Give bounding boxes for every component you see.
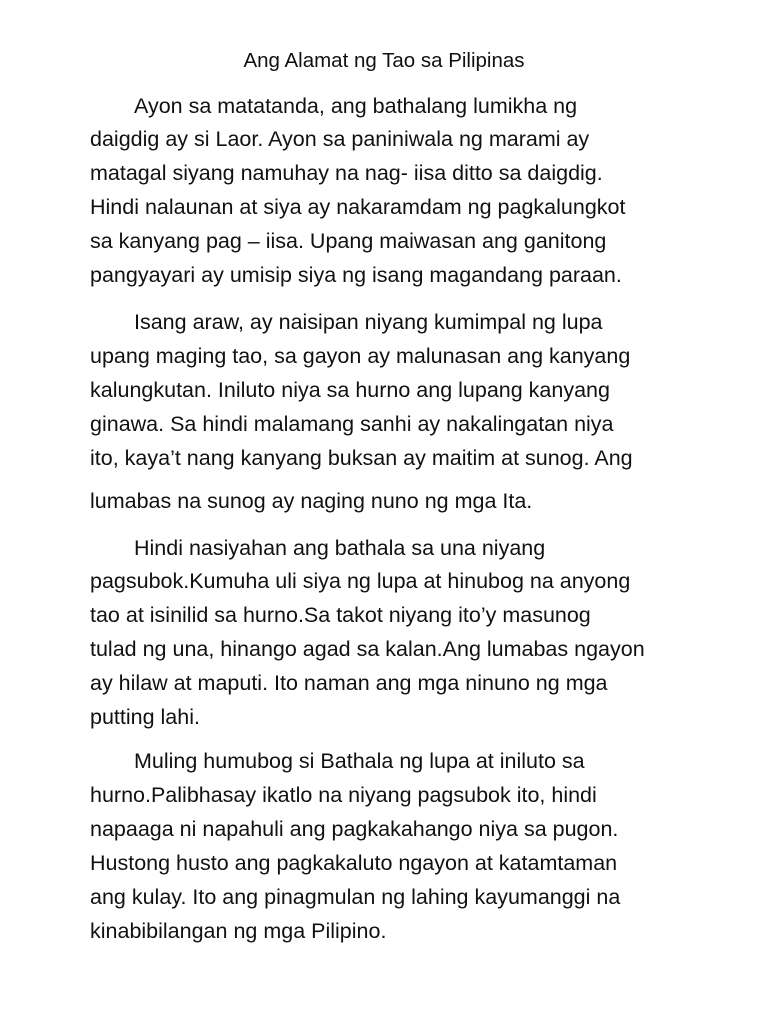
paragraph-2-line-3: kalungkutan. Iniluto niya sa hurno ang lupang kanyang (90, 378, 610, 402)
paragraph-3-line-4: tulad ng una, hinango agad sa kalan.Ang lumabas ngayon (90, 637, 645, 661)
paragraph-2-line-4: ginawa. Sa hindi malamang sanhi ay nakalingatan niya (90, 412, 614, 436)
paragraph-4-line-5: ang kulay. Ito ang pinagmulan ng lahing kayumanggi na (90, 885, 621, 909)
paragraph-1-line-2: daigdig ay si Laor. Ayon sa paniniwala ng marami ay (90, 127, 590, 151)
paragraph-1-line-6: pangyayari ay umisip siya ng isang magandang paraan. (90, 263, 622, 287)
paragraph-1-line-3: matagal siyang namuhay na nag- iisa ditto sa daigdig. (90, 161, 603, 185)
paragraph-2-line-5: ito, kaya’t nang kanyang buksan ay maitim at sunog. Ang (90, 446, 633, 470)
paragraph-2-line-1: Isang araw, ay naisipan niyang kumimpal ng lupa (134, 310, 603, 334)
paragraph-3-line-3: tao at isinilid sa hurno.Sa takot niyang ito’y masunog (90, 603, 591, 627)
paragraph-3-line-2: pagsubok.Kumuha uli siya ng lupa at hinubog na anyong (90, 569, 631, 593)
paragraph-3-line-1: Hindi nasiyahan ang bathala sa una niyang (134, 536, 546, 560)
paragraph-4-line-4: Hustong husto ang pagkakaluto ngayon at katamtaman (90, 851, 618, 875)
paragraph-4-line-1: Muling humubog si Bathala ng lupa at iniluto sa (134, 749, 585, 773)
paragraph-1-line-5: sa kanyang pag – iisa. Upang maiwasan ang ganitong (90, 229, 607, 253)
paragraph-1-line-4: Hindi nalaunan at siya ay nakaramdam ng pagkalungkot (90, 195, 626, 219)
paragraph-3-line-6: putting lahi. (90, 705, 200, 729)
paragraph-3-line-5: ay hilaw at maputi. Ito naman ang mga ninuno ng mga (90, 671, 608, 695)
paragraph-4-line-6: kinabibilangan ng mga Pilipino. (90, 919, 387, 943)
paragraph-4-line-3: napaaga ni napahuli ang pagkakahango niya sa pugon. (90, 817, 619, 841)
paragraph-2-line-2: upang maging tao, sa gayon ay malunasan ang kanyang (90, 344, 631, 368)
paragraph-1-line-1: Ayon sa matatanda, ang bathalang lumikha ng (134, 94, 578, 118)
paragraph-4-line-2: hurno.Palibhasay ikatlo na niyang pagsubok ito, hindi (90, 783, 597, 807)
document-title: Ang Alamat ng Tao sa Pilipinas (243, 49, 525, 72)
paragraph-2-line-6: lumabas na sunog ay naging nuno ng mga Ita. (90, 489, 533, 513)
